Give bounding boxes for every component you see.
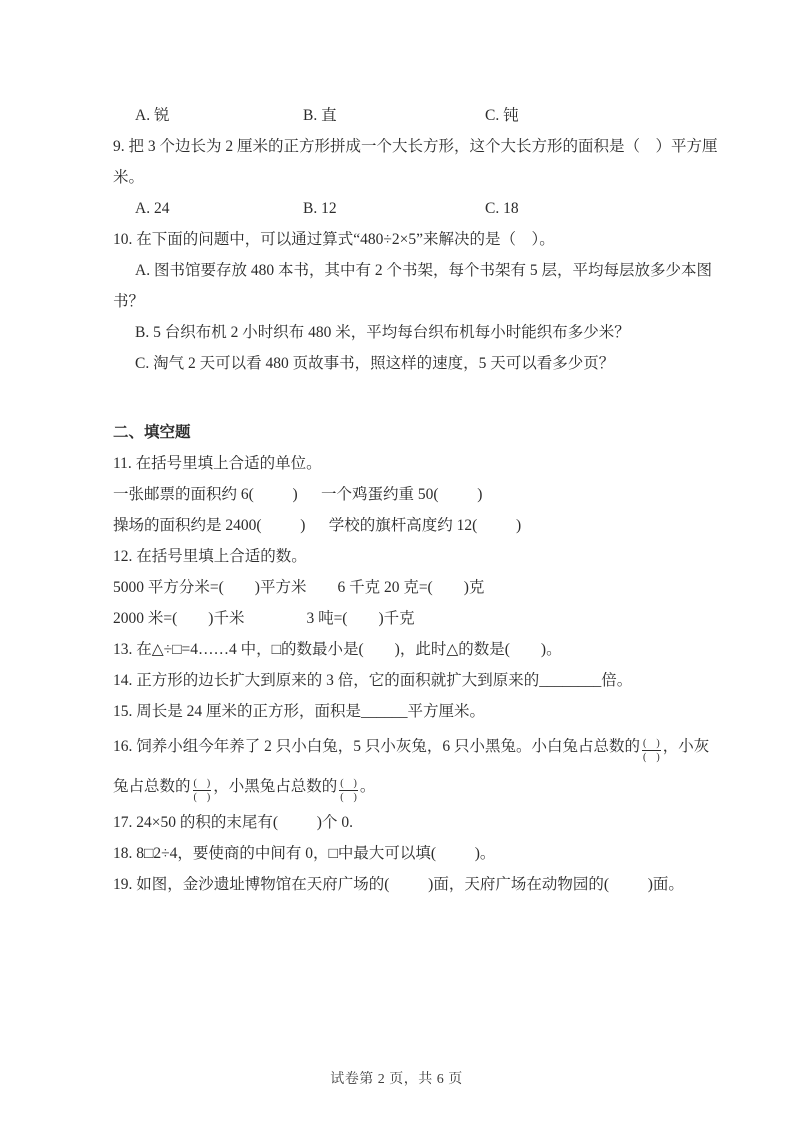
q16-line1-tail: ，小灰 (662, 738, 710, 755)
q16-line2-seg2: ，小黑兔占总数的 (213, 778, 338, 795)
question-10-option-c: C. 淘气 2 天可以看 480 页故事书，照这样的速度，5 天可以看多少页？ (135, 355, 615, 372)
question-16-line-2 (113, 767, 763, 807)
q8-options-row (113, 100, 763, 131)
question-11-row-2: 操场的面积约是 2400( ) 学校的旗杆高度约 12( ) (113, 517, 522, 534)
question-9-line-2: 米。 (113, 169, 145, 186)
question-15: 15. 周长是 24 厘米的正方形，面积是______平方厘米。 (113, 703, 486, 720)
q8-option-c: C. 钝 (485, 107, 519, 124)
question-12-stem: 12. 在括号里填上合适的数。 (113, 548, 307, 565)
question-10-stem: 10. 在下面的问题中，可以通过算式“480÷2×5”来解决的是（ ）。 (113, 231, 555, 248)
q16-line1-text: 16. 饲养小组今年养了 2 只小白兔，5 只小灰兔，6 只小黑兔。小白兔占总数的 (113, 738, 641, 755)
fraction-blank-2 (193, 778, 212, 804)
q9-options-row (113, 193, 763, 224)
q16-line2-seg3: 。 (359, 778, 376, 795)
question-12-row-2: 2000 米=( )千米 3 吨=( )千克 (113, 610, 415, 627)
fraction-blank-3 (339, 778, 358, 804)
q9-option-c: C. 18 (485, 200, 519, 217)
fraction-3-denominator: ( ) (340, 792, 357, 803)
question-14: 14. 正方形的边长扩大到原来的 3 倍，它的面积就扩大到原来的________倍。 (113, 672, 633, 689)
question-10-option-a-line-1: A. 图书馆要存放 480 本书，其中有 2 个书架，每个书架有 5 层，平均每层放多少本图 (135, 262, 712, 279)
question-13: 13. 在△÷□=4……4 中，□的数最小是( )，此时△的数是( )。 (113, 641, 562, 658)
question-17: 17. 24×50 的积的末尾有( )个 0. (113, 814, 353, 831)
fraction-1-denominator: ( ) (643, 752, 660, 763)
fraction-blank-1 (642, 738, 661, 764)
question-11-row-1: 一张邮票的面积约 6( ) 一个鸡蛋约重 50( ) (113, 486, 483, 503)
q8-option-b: B. 直 (303, 107, 337, 124)
q16-line2-seg1: 兔占总数的 (113, 778, 191, 795)
question-16-line-1 (113, 727, 763, 767)
question-9-line-1: 9. 把 3 个边长为 2 厘米的正方形拼成一个大长方形，这个大长方形的面积是（ ）平方厘 (113, 138, 718, 155)
fraction-3-numerator: ( ) (339, 778, 358, 792)
q8-option-a: A. 锐 (135, 107, 170, 124)
question-12-row-1: 5000 平方分米=( )平方米 6 千克 20 克=( )克 (113, 579, 485, 596)
q9-option-a: A. 24 (135, 200, 170, 217)
page-footer: 试卷第 2 页，共 6 页 (330, 1072, 463, 1087)
question-10-option-a-line-2: 书？ (113, 293, 145, 310)
section-2-title: 二、填空题 (113, 424, 191, 441)
q9-option-b: B. 12 (303, 200, 337, 217)
question-10-option-b: B. 5 台织布机 2 小时织布 480 米，平均每台织布机每小时能织布多少米？ (135, 324, 630, 341)
question-18: 18. 8□2÷4，要使商的中间有 0，□中最大可以填( )。 (113, 845, 496, 862)
content-area (113, 100, 763, 900)
fraction-2-denominator: ( ) (193, 792, 211, 803)
question-19: 19. 如图，金沙遗址博物馆在天府广场的( )面，天府广场在动物园的( )面。 (113, 876, 684, 893)
fraction-2-numerator: ( ) (193, 778, 212, 792)
question-11-stem: 11. 在括号里填上合适的单位。 (113, 455, 322, 472)
fraction-1-numerator: ( ) (642, 738, 661, 752)
